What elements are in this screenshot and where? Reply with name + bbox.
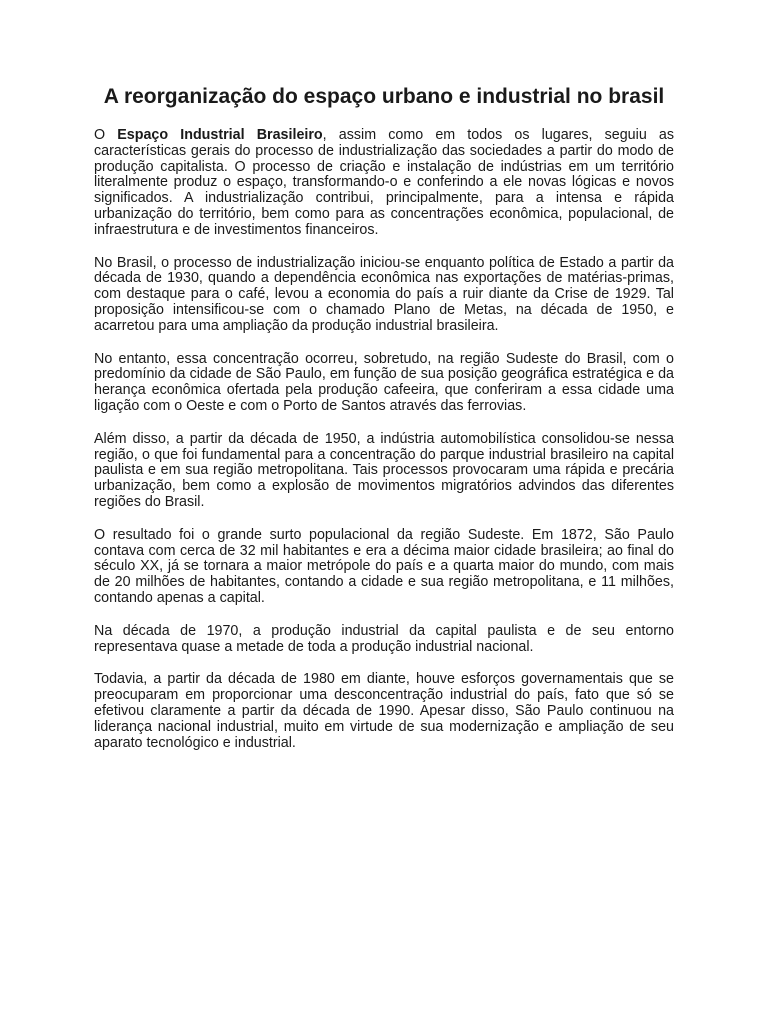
paragraph-3: No entanto, essa concentração ocorreu, sobretudo, na região Sudeste do Brasil, com o predomínio da cidade de São Paulo, em função de sua posição geográfica estratégica e da herança econômica ofertada pela produção cafeeira, que conferiram a essa cidade uma ligação com o Oeste e com o Porto de Santos através das ferrovias. [94,350,674,414]
paragraph-6: Na década de 1970, a produção industrial da capital paulista e de seu entorno representava quase a metade de toda a produção industrial nacional. [94,622,674,655]
paragraph-1-lead: O [94,127,118,143]
paragraph-2: No Brasil, o processo de industrialização iniciou-se enquanto política de Estado a partir da década de 1930, quando a dependência econômica nas exportações de matérias-primas, com destaque para o café, levou a economia do país a ruir diante da Crise de 1929. Tal proposição intensificou-se com o chamado Plano de Metas, na década de 1950, e acarretou para uma ampliação da produção industrial brasileira. [94,254,674,334]
document-title: A reorganização do espaço urbano e industrial no brasil [103,85,665,108]
paragraph-1-emphasis: Espaço Industrial Brasileiro [117,127,323,143]
paragraph-5: O resultado foi o grande surto populacional da região Sudeste. Em 1872, São Paulo contava com cerca de 32 mil habitantes e era a décima maior cidade brasileira; ao final do século XX, já se tornara a maior metrópole do país e a quarta maior do mundo, com mais de 20 milhões de habitantes, contando a cidade e sua região metropolitana, e 11 milhões, contando apenas a capital. [94,526,674,606]
paragraph-4: Além disso, a partir da década de 1950, a indústria automobilística consolidou-se nessa região, o que foi fundamental para a concentração do parque industrial brasileiro na capital paulista e em sua região metropolitana. Tais processos provocaram uma rápida e precária urbanização, bem como a explosão de movimentos migratórios advindos das diferentes regiões do Brasil. [94,430,674,510]
paragraph-1-rest: , assim como em todos os lugares, seguiu as características gerais do processo de industrialização das sociedades a partir do modo de produção capitalista. O processo de criação e instalação de indústrias em um território literalmente produz o espaço, transformando-o e conferindo a ele novas lógicas e novos significados. A industrialização contribui, principalmente, para a intensa e rápida urbanização do território, bem como para as concentrações econômica, populacional, de infraestrutura e de investimentos financeiros. [94,127,674,238]
paragraph-7: Todavia, a partir da década de 1980 em diante, houve esforços governamentais que se preocuparam em proporcionar uma desconcentração industrial do país, fato que só se efetivou claramente a partir da década de 1990. Apesar disso, São Paulo continuou na liderança nacional industrial, muito em virtude de sua modernização e ampliação de seu aparato tecnológico e industrial. [94,671,674,751]
paragraph-1 [94,128,674,239]
document-page [94,84,674,768]
